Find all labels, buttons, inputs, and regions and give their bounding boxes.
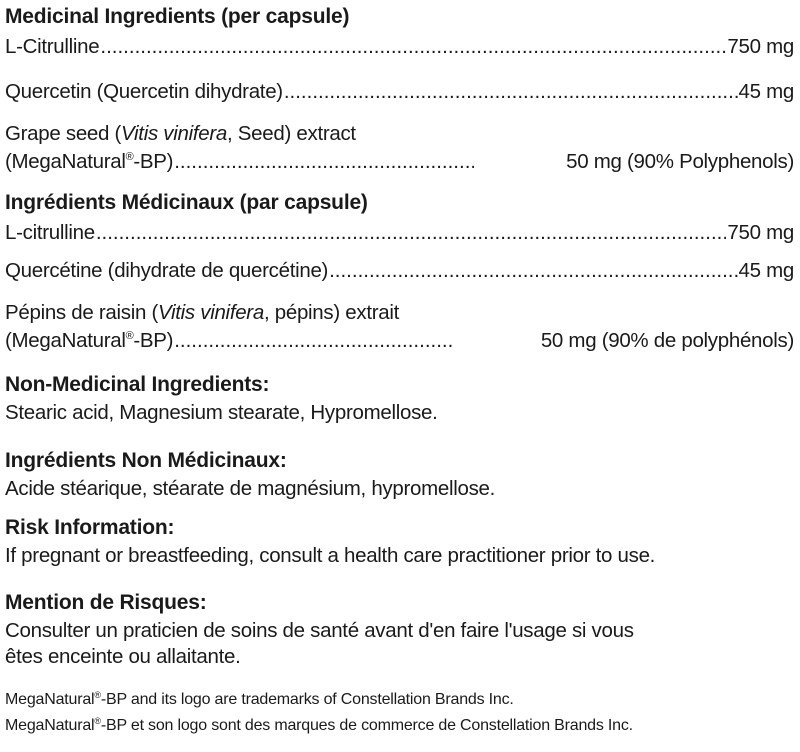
registered-mark: ® [125, 151, 134, 163]
text-part: , Seed) extract [227, 122, 356, 145]
section-heading: Ingrédients Non Médicinaux: [5, 449, 287, 472]
section-heading: Risk Information: [5, 516, 175, 539]
leader-dots [329, 258, 737, 284]
ingredient-name-line [5, 300, 794, 326]
ingredient-row [5, 149, 794, 175]
section-heading: Medicinal Ingredients (per capsule) [5, 5, 350, 28]
non-medicinal-ingredients-fr [5, 448, 794, 502]
ingredient-row [5, 220, 794, 246]
text-part: -BP et son logo sont des marques de commerce de Constellation Brands Inc. [100, 717, 633, 734]
trademark-line-fr [5, 716, 794, 736]
non-medicinal-ingredients-en [5, 372, 794, 426]
text-part: Grape seed ( [5, 122, 122, 145]
text-part: -BP) [133, 150, 174, 173]
text-part: MegaNatural [5, 717, 95, 734]
ingredient-name-line [5, 121, 794, 147]
leader-dots [284, 79, 738, 105]
registered-mark: ® [125, 330, 134, 342]
trademark-notice [5, 690, 794, 736]
ingredient-dose: 750 mg [727, 35, 794, 58]
section-heading: Non-Medicinal Ingredients: [5, 373, 270, 396]
section-text-line: êtes enceinte ou allaitante. [5, 645, 241, 668]
risk-information-fr [5, 590, 794, 670]
section-heading: Mention de Risques: [5, 591, 207, 614]
ingredient-dose: 50 mg (90% de polyphénols) [540, 329, 794, 352]
ingredient-dose: 45 mg [738, 80, 794, 103]
section-text: Stearic acid, Magnesium stearate, Hypromellose. [5, 401, 438, 424]
ingredient-name: L-Citrulline [5, 35, 100, 58]
section-text-line: Consulter un praticien de soins de santé avant d'en faire l'usage si vous [5, 619, 634, 642]
leader-dots [100, 34, 726, 60]
leader-dots [96, 220, 727, 246]
text-part: Pépins de raisin ( [5, 301, 158, 324]
text-part: -BP and its logo are trademarks of Constellation Brands Inc. [100, 691, 514, 708]
ingredient-name: L-citrulline [5, 221, 95, 244]
ingredient-dose: 50 mg (90% Polyphenols) [566, 150, 794, 173]
leader-dots [174, 328, 454, 354]
ingredient-name [5, 149, 173, 175]
ingredient-dose: 45 mg [738, 259, 794, 282]
ingredient-row [5, 258, 794, 284]
medicinal-ingredients-fr [5, 190, 794, 354]
ingredient-name: Quercétine (dihydrate de quercétine) [5, 259, 329, 282]
registered-mark: ® [94, 716, 101, 726]
latin-name: Vitis vinifera [158, 301, 264, 324]
text-part: , pépins) extrait [263, 301, 400, 324]
text-part: (MegaNatural [5, 150, 126, 173]
section-text: If pregnant or breastfeeding, consult a health care practitioner prior to use. [5, 544, 656, 567]
ingredient-name [5, 328, 173, 354]
leader-dots [174, 149, 474, 175]
text-part: MegaNatural [5, 691, 95, 708]
latin-name: Vitis vinifera [121, 122, 227, 145]
text-part: (MegaNatural [5, 329, 126, 352]
risk-information-en [5, 515, 794, 569]
ingredient-dose: 750 mg [727, 221, 794, 244]
trademark-line-en [5, 690, 794, 710]
medicinal-ingredients-en [5, 4, 794, 175]
section-text: Acide stéarique, stéarate de magnésium, hypromellose. [5, 477, 496, 500]
ingredient-name: Quercetin (Quercetin dihydrate) [5, 80, 283, 103]
ingredient-row [5, 328, 794, 354]
text-part: -BP) [133, 329, 174, 352]
registered-mark: ® [94, 690, 101, 700]
section-heading: Ingrédients Médicinaux (par capsule) [5, 191, 368, 214]
ingredient-row [5, 79, 794, 105]
ingredient-row [5, 34, 794, 60]
